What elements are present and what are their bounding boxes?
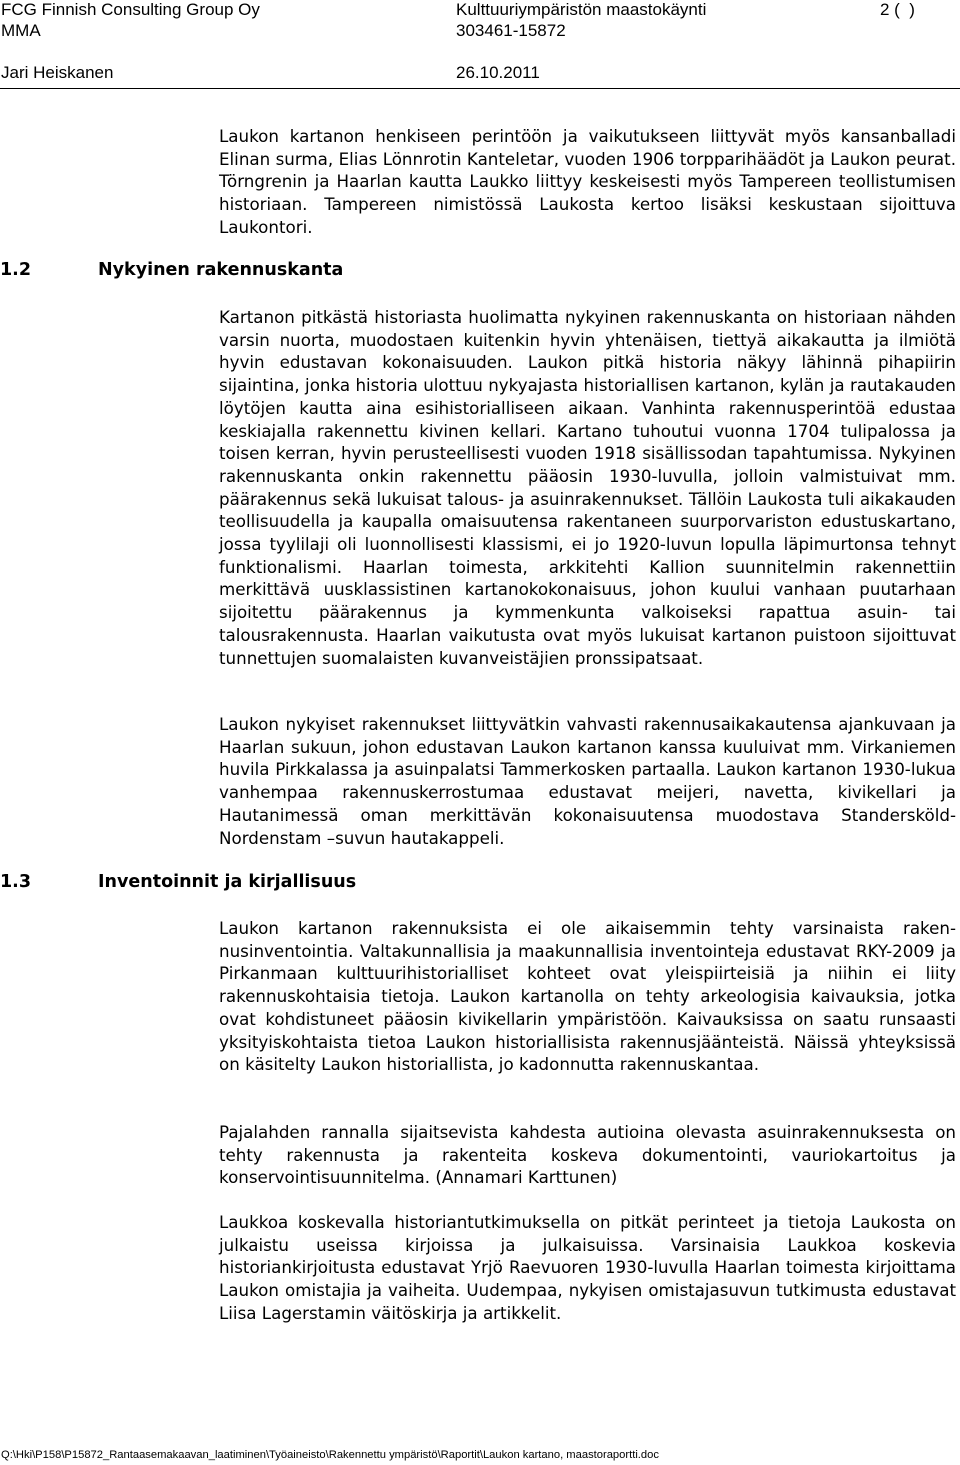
header-date: 26.10.2011 [456,63,540,82]
section-heading-1-3 [0,872,356,892]
paragraph: Laukon nykyiset rakennukset liittyvätkin vahvasti rakennusaikakautensa ajankuvaan ja Haarlan sukuun, johon edustavan Laukon kartanon kanssa kuuluivat mm. Virkaniemen huvila Pirkkalassa ja asuinpalatsi Tammerkosken partaalla. Laukon kartanon 1930-lukua vanhempaa rakennuskerrostumaa edustavat meijeri, navetta, kivikellari ja Hautanimessä oman merkittävän kokonaisuutensa muodostava Standersköld-Nordenstam –suvun hautakappeli. [219,714,956,848]
intro-paragraph: Laukon kartanon henkiseen perintöön ja vaikutukseen liittyvät myös kansanballadi Elinan surma, Elias Lönnrotin Kanteletar, vuoden 1906 torpparihäädöt ja Laukon peurat. Törngrenin ja Haarlan kautta Laukko liittyy keskeisesti myös Tampereen teollistumisen historiaan. Tampereen nimistössä Laukosta kertoo lisäksi keskustaan sijoittuva Laukontori. [219,126,956,237]
header-project-number: 303461-15872 [456,21,566,40]
header-document-title: Kulttuuriympäristön maastokäynti [456,0,707,19]
header-page-number: 2 ( ) [880,0,915,19]
section-number: 1.2 [0,260,32,280]
header-company: FCG Finnish Consulting Group Oy [1,0,260,19]
section-number: 1.3 [0,872,32,892]
header-author: Jari Heiskanen [1,63,114,82]
header-divider [0,88,960,89]
section-heading-1-2 [0,260,343,280]
section-title: Nykyinen rakennuskanta [98,260,344,280]
paragraph: Laukon kartanon rakennuksista ei ole aikaisemmin tehty varsinaista rakennusinventointia. Valtakunnallisia ja maakunnallisia inventointeja edustavat RKY-2009 ja Pirkanmaan kulttuurihistorialliset kohteet ovat yleispiirteisiä ja niihin ei liity rakennuskohtaisia tietoja. Laukon kartanolla on tehty arkeologisia kaivauksia, jotka ovat kohdistuneet pääosin kivikellarin ympäristöön. Kaivauksissa on saatu runsaasti yksityiskohtaista tietoa Laukon historiallisista rakennusjäänteistä. Näissä yhteyksissä on käsitelty Laukon historiallista, jo kadonnutta rakennuskantaa. [219,918,956,1075]
paragraph: Kartanon pitkästä historiasta huolimatta nykyinen rakennuskanta on historiaan nähden varsin nuorta, muodostaen kuitenkin hyvin yhtenäisen, tiettyä aikakautta ja ilmiötä hyvin edustavan kokonaisuuden. Laukon pitkä historia näkyy lähinnä pihapiirin sijaintina, jonka historia ulottuu nykyajasta historiallisen kartanon, kylän ja rautakauden löytöjen kautta aina esihistorialliseen aikaan. Vanhinta rakennusperintöä edustaa keskiajalla rakennettu kivinen kellari. Kartano tuhoutui vuonna 1704 tulipalossa ja toisen kerran, hyvin perusteellisesti vuoden 1918 sisällissodan tapahtumissa. Nykyinen rakennuskanta onkin rakennettu pääosin 1930-luvulla, jolloin valmistuivat mm. päärakennus sekä lukuisat talous- ja asuinrakennukset. Tällöin Laukosta tuli aikakauden teollisuudella ja kaupalla omaisuutensa rakentaneen suurporvariston edustuskartano, jossa tyylilaji oli luonnollisesti klassismi, ei jo 1920-luvun lopulla läpimurtonsa tehnyt funktionalismi. Haarlan toimesta, arkkitehti Kallion suunnitelmin rakennettiin merkittävä uusklassistinen kartanokokonaisuus, johon kuului vanhaan puutarhaan sijoitettu päärakennus ja kymmenkunta valkoiseksi rapattua asuin- tai talousrakennusta. Haarlan vaikutusta ovat myös lukuisat kartanon puistoon sijoittuvat tunnettujen suomalaisten kuvanveistäjien pronssipatsaat. [219,307,956,668]
paragraph: Pajalahden rannalla sijaitsevista kahdesta autioina olevasta asuinrakennuksesta on tehty rakennusta ja rakenteita koskeva dokumentointi, vauriokartoitus ja konservointisuunnitelma. (Annamari Karttunen) [219,1122,956,1188]
footer-file-path: Q:\Hki\P158\P15872_Rantaasemakaavan_laatiminen\Työaineisto\Rakennettu ympäristö\Raportit\Laukon kartano, maastoraportti.doc [1,1449,659,1461]
header-unit: MMA [1,21,41,40]
section-title: Inventoinnit ja kirjallisuus [98,872,357,892]
paragraph: Laukkoa koskevalla historiantutkimuksella on pitkät perinteet ja tietoja Laukosta on julkaistu useissa kirjoissa ja julkaisuissa. Varsinaisia Laukkoa koskevia historiankirjoitusta edustavat Yrjö Raevuoren 1930-luvulla Haarlan toimesta kirjoittama Laukon omistajia ja vaiheita. Uudempaa, nykyisen omistajasuvun tutkimusta edustavat Liisa Lagerstamin väitöskirja ja artikkelit. [219,1212,956,1323]
